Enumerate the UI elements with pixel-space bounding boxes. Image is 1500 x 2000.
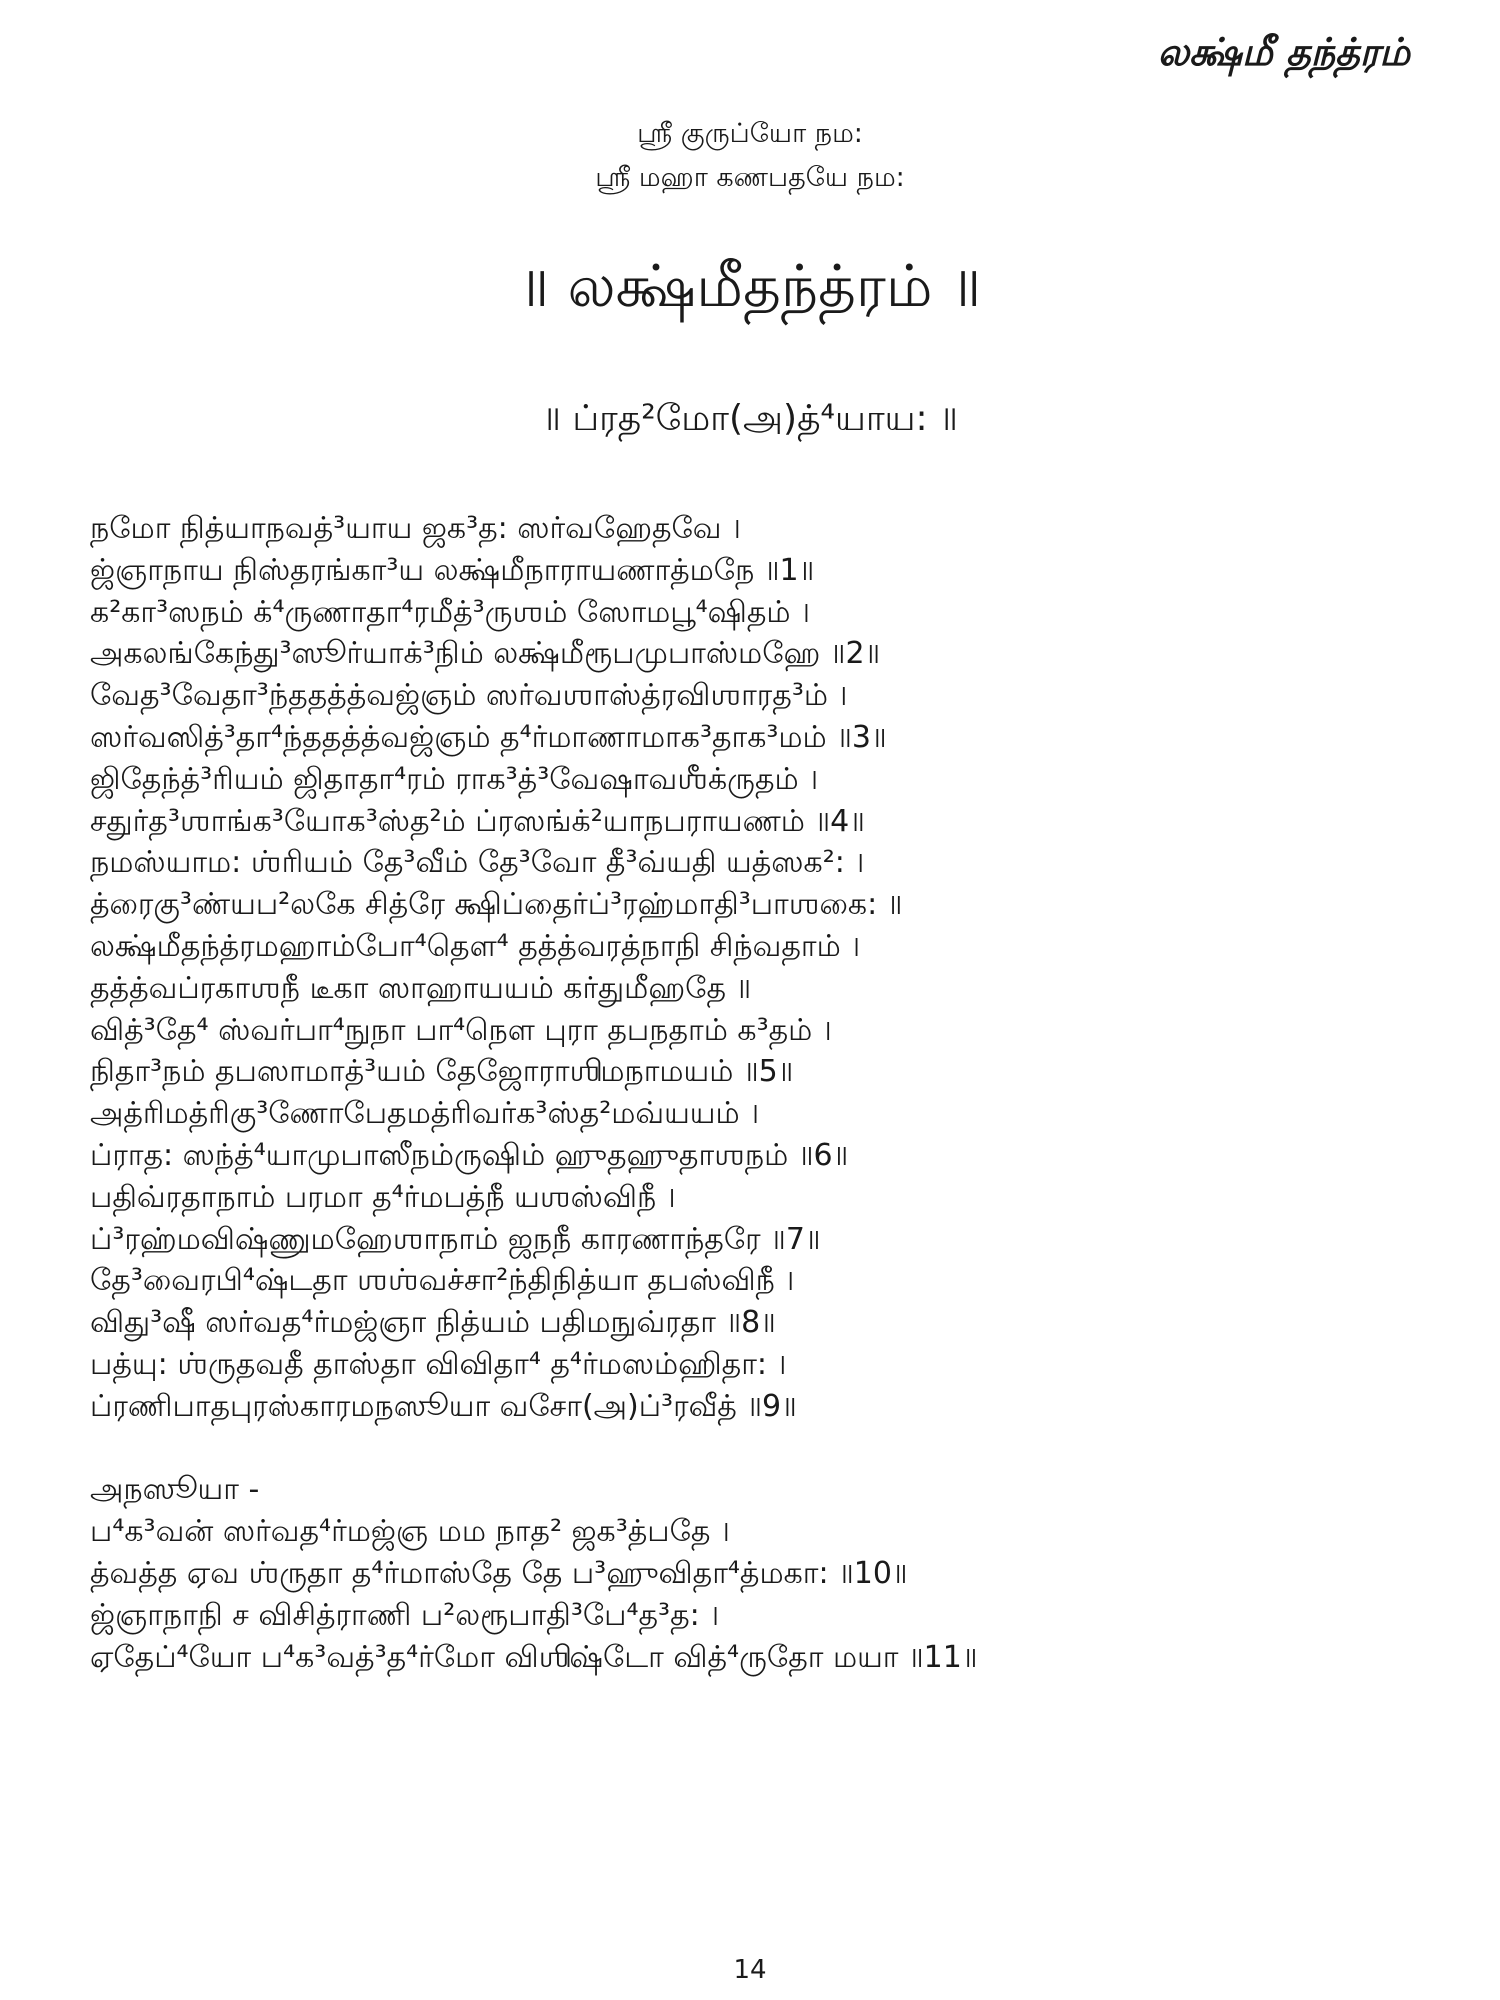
verse-line: ப்ராத꞉ ஸந்த்⁴யாமுபாஸீநம்ருஷிம் ஹுதஹுதாஶநம் ॥6॥ xyxy=(90,1137,849,1173)
verse-line: நமஸ்யாம꞉ ஶ்ரியம் தே³வீம் தே³வோ தீ³வ்யதி யத்ஸக²꞉ । xyxy=(90,845,865,881)
verse-line: த்ரைகு³ண்யப²லகே சித்ரே க்ஷிப்தைர்ப்³ரஹ்மாதி³பாஶகை꞉ ॥ xyxy=(90,887,903,923)
page-number: 14 xyxy=(733,1955,767,1985)
verse-block xyxy=(90,508,1420,1678)
verse-line: வித்³தே⁴ ஸ்வர்பா⁴நுநா பா⁴நௌ புரா தபநதாம் க³தம் । xyxy=(90,1012,832,1048)
speaker-verse-block xyxy=(90,1511,1420,1678)
verse-line: ப்ரணிபாதபுரஸ்காரமநஸூயா வசோ(அ)ப்³ரவீத் ॥9॥ xyxy=(90,1388,797,1424)
verse-line: ப்³ரஹ்மவிஷ்ணுமஹேஶாநாம் ஜநநீ காரணாந்தரே ॥7॥ xyxy=(90,1221,821,1257)
chapter-title: ॥ ப்ரத²மோ(அ)த்⁴யாய꞉ ॥ xyxy=(542,398,958,439)
verse-line: அகலங்கேந்து³ஸூர்யாக்³நிம் லக்ஷ்மீரூபமுபாஸ்மஹே ॥2॥ xyxy=(90,636,881,672)
verse-line: ஸர்வஸித்³தா⁴ந்ததத்த்வஜ்ஞம் த⁴ர்மாணாமாக³தாக³மம் ॥3॥ xyxy=(90,719,887,755)
verse-line: ஜ்ஞாநாநி ச விசித்ராணி ப²லரூபாதி³பே⁴த³த꞉ । xyxy=(90,1597,720,1633)
verse-line: தே³வைரபி⁴ஷ்டதா ஶஶ்வச்சா²ந்திநித்யா தபஸ்விநீ । xyxy=(90,1263,795,1299)
verse-line: லக்ஷ்மீதந்த்ரமஹாம்போ⁴தௌ⁴ தத்த்வரத்நாநி சிந்வதாம் । xyxy=(90,928,861,964)
verse-line: தத்த்வப்ரகாஶநீ டீகா ஸாஹாயயம் கர்துமீஹதே ॥ xyxy=(90,970,752,1006)
verse-line: நமோ நித்யாநவத்³யாய ஜக³த꞉ ஸர்வஹேதவே । xyxy=(90,511,741,546)
verse-line: நிதா³நம் தபஸாமாத்³யம் தேஜோராஶிமநாமயம் ॥5॥ xyxy=(90,1054,794,1090)
verse-line: பத்யு꞉ ஶ்ருதவதீ தாஸ்தா விவிதா⁴ த⁴ர்மஸம்ஹிதா꞉ । xyxy=(90,1346,787,1382)
page-title: ॥ லக்ஷ்மீதந்த்ரம் ॥ xyxy=(518,252,982,320)
verse-line: பதிவ்ரதாநாம் பரமா த⁴ர்மபத்நீ யஶஸ்விநீ । xyxy=(90,1179,676,1215)
verse-line: ஜ்ஞாநாய நிஸ்தரங்கா³ய லக்ஷ்மீநாராயணாத்மநே ॥1॥ xyxy=(90,552,815,588)
invocations xyxy=(0,112,1500,200)
verse-line: க²கா³ஸநம் க்⁴ருணாதா⁴ரமீத்³ருஶம் ஸோமபூ⁴ஷிதம் । xyxy=(90,594,811,630)
running-header: லக்ஷ்மீ தந்த்ரம் xyxy=(1157,30,1410,74)
verse-line: அத்ரிமத்ரிகு³ணோபேதமத்ரிவர்க³ஸ்த²மவ்யயம் । xyxy=(90,1096,760,1132)
verse-line: ஏதேப்⁴யோ ப⁴க³வத்³த⁴ர்மோ விஶிஷ்டோ வித்⁴ருதோ மயா ॥11॥ xyxy=(90,1639,978,1675)
verse-line: ஜிதேந்த்³ரியம் ஜிதாதா⁴ரம் ராக³த்³வேஷாவஶீக்ருதம் । xyxy=(90,761,819,797)
invocation-guru: ஶ்ரீ குருப்யோ நம: xyxy=(637,118,863,149)
verse-line: த்வத்த ஏவ ஶ்ருதா த⁴ர்மாஸ்தே தே ப³ஹுவிதா⁴த்மகா꞉ ॥10॥ xyxy=(90,1555,908,1591)
verse-line: வேத³வேதா³ந்ததத்த்வஜ்ஞம் ஸர்வஶாஸ்த்ரவிஶாரத³ம் । xyxy=(90,678,848,714)
speaker-label: அநஸூயா - xyxy=(90,1472,260,1508)
verse-line: ப⁴க³வன் ஸர்வத⁴ர்மஜ்ஞ மம நாத² ஜக³த்பதே । xyxy=(90,1514,730,1550)
invocation-ganapati: ஶ்ரீ மஹா கணபதயே நம: xyxy=(595,162,905,193)
verse-line: விது³ஷீ ஸர்வத⁴ர்மஜ்ஞா நித்யம் பதிமநுவ்ரதா ॥8॥ xyxy=(90,1305,776,1341)
verse-line: சதுர்த³ஶாங்க³யோக³ஸ்த²ம் ப்ரஸங்க்²யாநபராயணம் ॥4॥ xyxy=(90,803,865,839)
